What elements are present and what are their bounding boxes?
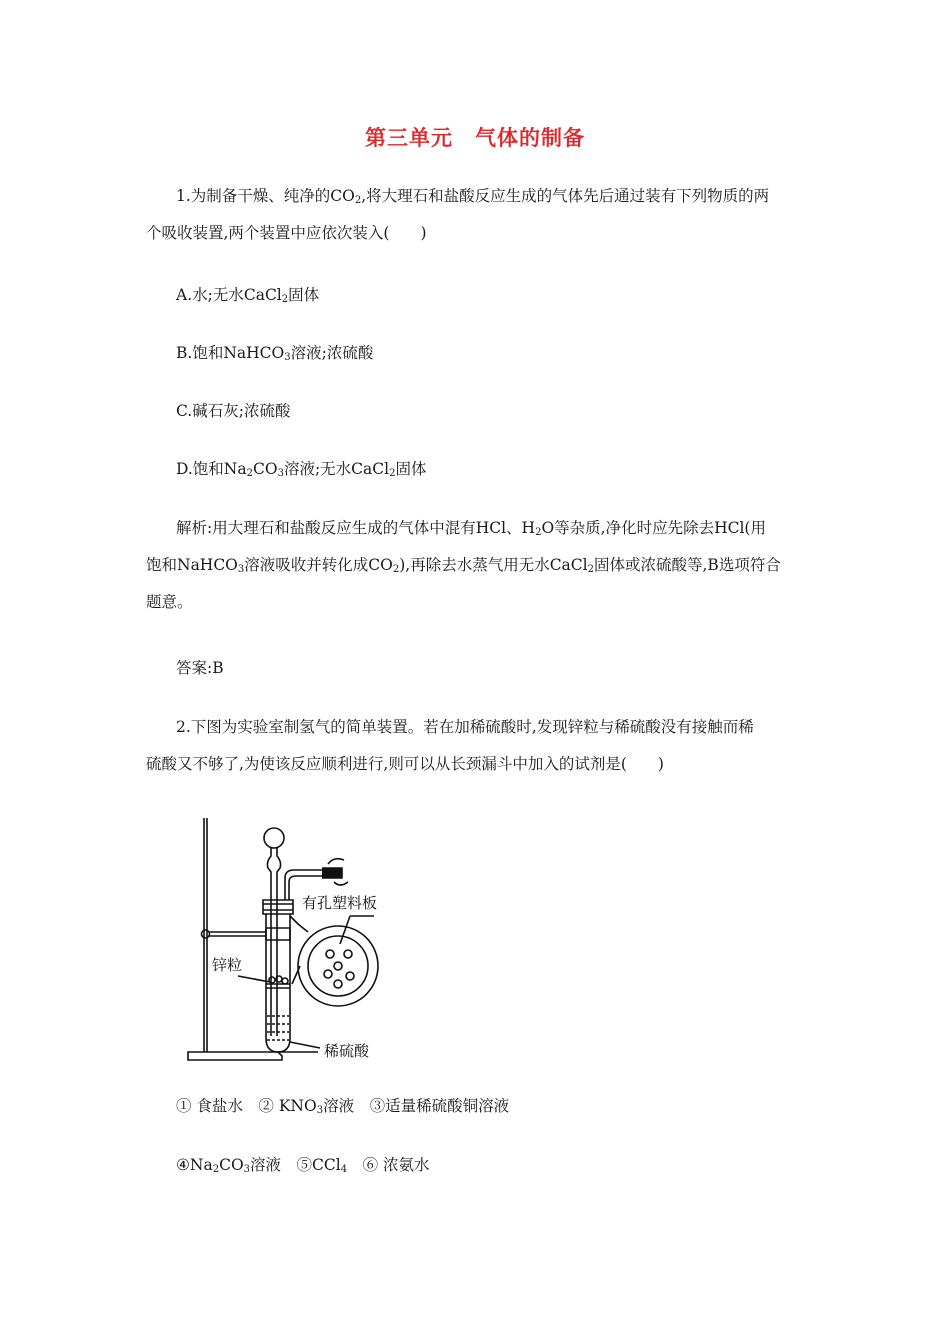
text-run: ⑥ 浓氨水 xyxy=(347,1156,430,1174)
analysis xyxy=(146,510,816,621)
subscript: 2 xyxy=(392,564,400,575)
apparatus-diagram xyxy=(178,816,408,1066)
option-c xyxy=(146,393,816,430)
label-zinc-granules: 锌粒 xyxy=(212,956,243,974)
analysis-line-3: 题意。 xyxy=(146,593,193,611)
text-run: 1.为制备干燥、纯净的CO xyxy=(176,187,355,205)
text-run: 溶液 ⑤CCl xyxy=(250,1156,341,1174)
option-a xyxy=(146,277,816,314)
answer-text: 答案:B xyxy=(176,659,224,677)
subscript: 2 xyxy=(212,1164,220,1175)
option-d xyxy=(146,451,816,488)
text-run: ),再除去水蒸气用无水CaCl xyxy=(399,556,588,574)
subscript: 2 xyxy=(281,294,289,305)
text-run: D.饱和Na xyxy=(176,460,247,478)
subscript: 3 xyxy=(316,1105,324,1116)
text-run: 溶液吸收并转化成CO xyxy=(244,556,393,574)
text-run: CO xyxy=(252,460,278,478)
analysis-line-2 xyxy=(146,547,816,584)
subscript: 4 xyxy=(340,1164,348,1175)
subscript: 2 xyxy=(246,468,253,479)
label-porous-plate: 有孔塑料板 xyxy=(302,894,378,912)
question-1-stem-line-1 xyxy=(146,178,816,215)
text-run: 解析:用大理石和盐酸反应生成的气体中混有HCl、H xyxy=(176,519,536,537)
subscript: 3 xyxy=(277,468,284,479)
label-dilute-sulfuric-acid: 稀硫酸 xyxy=(324,1042,370,1060)
question-1-stem-line-2: 个吸收装置,两个装置中应依次装入( ) xyxy=(146,224,427,242)
subscript: 2 xyxy=(389,468,396,479)
text-run: A.水;无水CaCl xyxy=(176,286,282,304)
option-b xyxy=(146,335,816,372)
question-2-choices-line-1 xyxy=(146,1088,816,1125)
text-run: 固体或浓硫酸等,B选项符合 xyxy=(594,556,781,574)
text-run: 饱和NaHCO xyxy=(146,556,238,574)
question-2-stem-line-2: 硫酸又不够了,为使该反应顺利进行,则可以从长颈漏斗中加入的试剂是( ) xyxy=(146,755,664,773)
text-run: O等杂质,净化时应先除去HCl(用 xyxy=(541,519,766,537)
text-run: ④Na xyxy=(176,1156,213,1174)
answer xyxy=(146,650,816,687)
subscript: 2 xyxy=(587,564,594,575)
subscript: 2 xyxy=(354,195,362,206)
text-run: CO xyxy=(219,1156,244,1174)
analysis-line-1 xyxy=(146,510,816,547)
question-2-stem xyxy=(146,709,816,783)
text-run: 固体 xyxy=(395,460,427,478)
text-run: 溶液 ③适量稀硫酸铜溶液 xyxy=(323,1097,510,1115)
hydrogen-apparatus-figure xyxy=(178,816,408,1066)
subscript: 3 xyxy=(243,1164,251,1175)
subscript: 3 xyxy=(237,564,245,575)
text-run: 固体 xyxy=(288,286,320,304)
question-1-stem xyxy=(146,178,816,252)
subscript: 2 xyxy=(535,527,542,538)
question-2-stem-line-1: 2.下图为实验室制氢气的简单装置。若在加稀硫酸时,发现锌粒与稀硫酸没有接触而稀 xyxy=(176,718,754,736)
question-2-choices-line-2 xyxy=(146,1147,816,1184)
option-c-text: C.碱石灰;浓硫酸 xyxy=(176,402,291,420)
text-run: B.饱和NaHCO xyxy=(176,344,285,362)
section-title: 第三单元 气体的制备 xyxy=(365,126,585,150)
text-run: 溶液;无水CaCl xyxy=(283,460,390,478)
text-run: ① 食盐水 ② KNO xyxy=(176,1097,317,1115)
subscript: 3 xyxy=(284,352,291,363)
text-run: ,将大理石和盐酸反应生成的气体先后通过装有下列物质的两 xyxy=(361,187,770,205)
text-run: 溶液;浓硫酸 xyxy=(290,344,374,362)
